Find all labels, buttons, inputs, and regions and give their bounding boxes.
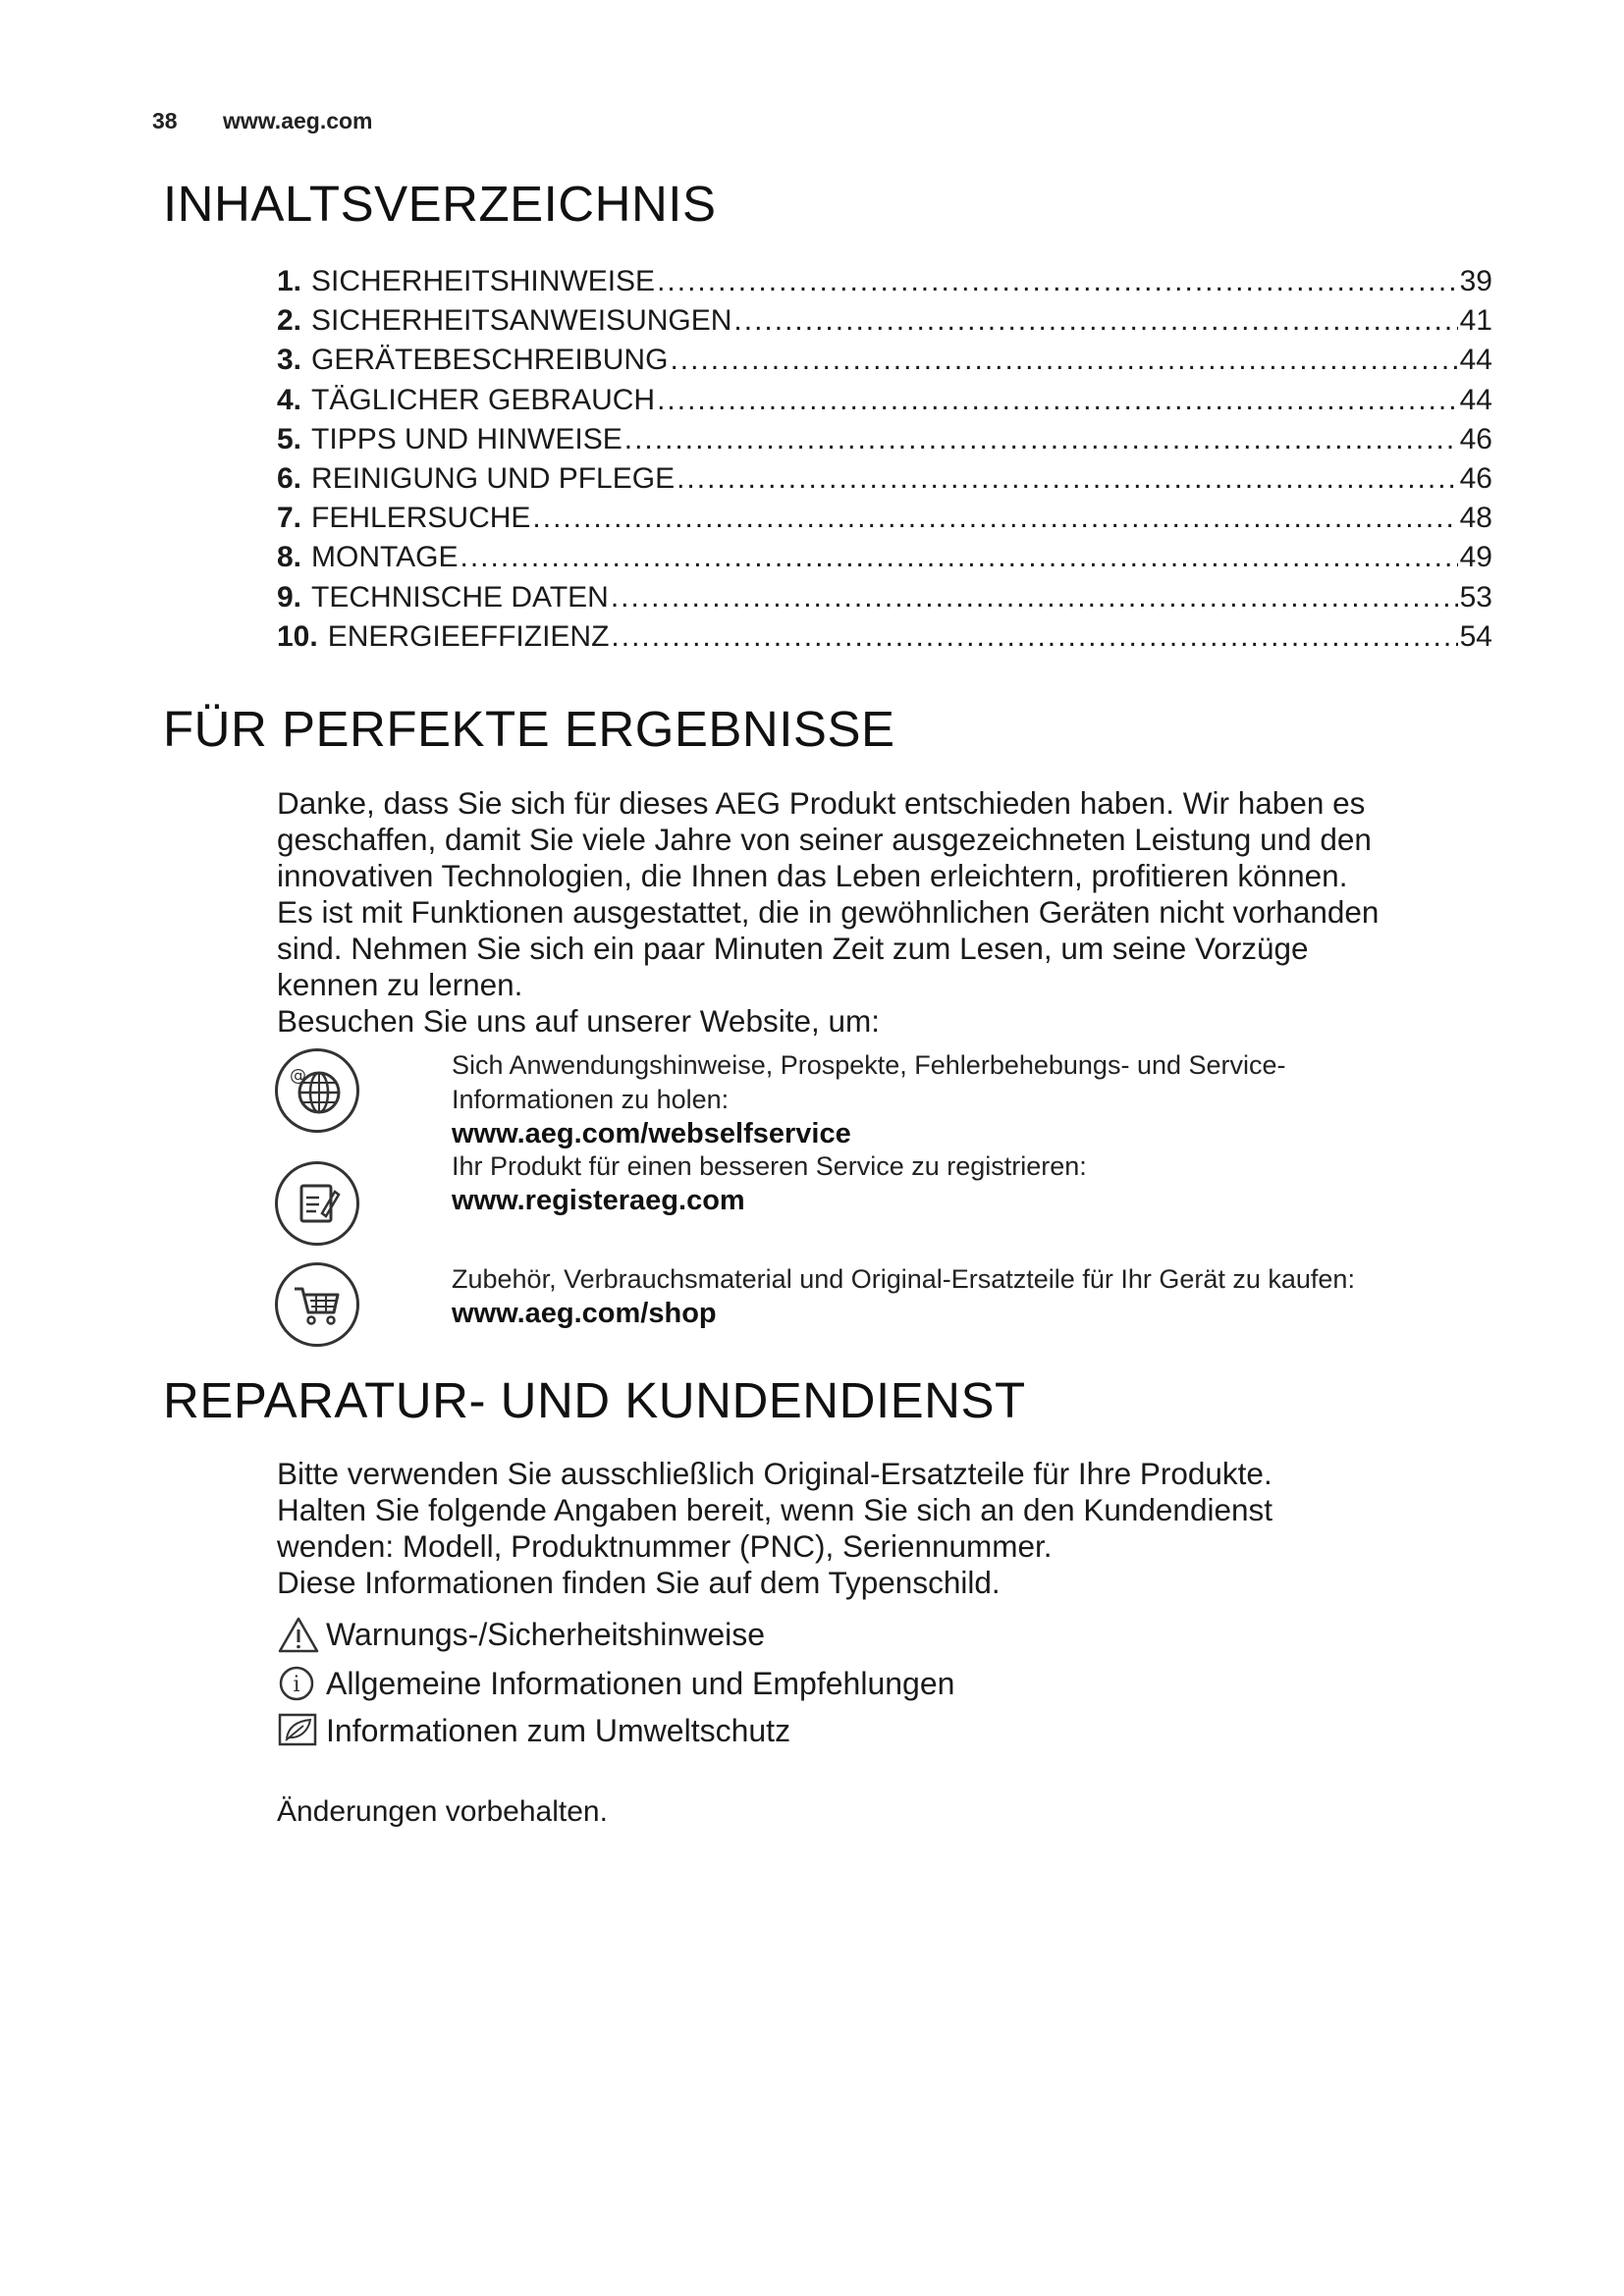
toc-item-number: 5. (277, 422, 302, 455)
toc-leader-dots (532, 499, 1457, 538)
webselfservice-link[interactable]: www.aeg.com/webselfservice (452, 1118, 851, 1149)
toc-item[interactable] (277, 301, 1492, 341)
toc-item-title: FEHLERSUCHE (311, 502, 531, 535)
toc-item[interactable] (277, 578, 1492, 617)
legend-label: Informationen zum Umweltschutz (326, 1713, 791, 1748)
shop-link[interactable]: www.aeg.com/shop (452, 1298, 717, 1329)
page-header (152, 108, 373, 134)
toc-item-page: 48 (1459, 502, 1492, 535)
toc-item-title: REINIGUNG UND PFLEGE (311, 461, 676, 495)
toc-item-title: GERÄTEBESCHREIBUNG (311, 344, 669, 377)
warning-triangle-icon (277, 1615, 320, 1654)
toc-item-page: 44 (1459, 344, 1492, 377)
intro-line: Besuchen Sie uns auf unserer Website, um: (277, 1003, 881, 1039)
repair-paragraph (277, 1456, 1504, 1601)
service-description: Ihr Produkt für einen besseren Service zu registrieren: (452, 1151, 1087, 1181)
toc-item-number: 8. (277, 541, 302, 574)
globe-icon (275, 1048, 359, 1133)
toc-item[interactable] (277, 617, 1492, 657)
toc-leader-dots (657, 262, 1458, 301)
intro-line: Danke, dass Sie sich für dieses AEG Produkt entschieden haben. Wir haben es (277, 785, 1366, 821)
intro-line: innovativen Technologien, die Ihnen das Leben erleichtern, profitieren können. (277, 858, 1348, 893)
toc-item-number: 2. (277, 304, 302, 338)
perfect-results-heading: FÜR PERFEKTE ERGEBNISSE (163, 701, 895, 757)
toc-item-page: 46 (1459, 461, 1492, 495)
toc-item-page: 53 (1459, 580, 1492, 614)
website-url: www.aeg.com (222, 108, 373, 133)
toc-leader-dots (611, 578, 1458, 617)
info-icon (277, 1664, 320, 1703)
changes-reserved-note: Änderungen vorbehalten. (277, 1795, 608, 1828)
svg-text:i: i (293, 1673, 300, 1697)
toc-item-number: 9. (277, 580, 302, 614)
toc-item-number: 3. (277, 344, 302, 377)
toc-item-number: 4. (277, 383, 302, 416)
toc-item[interactable] (277, 499, 1492, 538)
toc-item[interactable] (277, 459, 1492, 499)
toc-item-title: ENERGIEEFFIZIENZ (327, 619, 610, 653)
register-link[interactable]: www.registeraeg.com (452, 1185, 745, 1216)
toc-leader-dots (460, 538, 1457, 577)
shopping-cart-icon (275, 1262, 359, 1347)
toc-leader-dots (624, 420, 1458, 459)
intro-line: sind. Nehmen Sie sich ein paar Minuten Zeit zum Lesen, um seine Vorzüge (277, 931, 1309, 966)
toc-leader-dots (677, 459, 1458, 499)
legend-label: Warnungs-/Sicherheitshinweise (326, 1617, 766, 1652)
toc-leader-dots (670, 341, 1457, 380)
intro-line: kennen zu lernen. (277, 967, 523, 1002)
environment-leaf-icon (277, 1711, 320, 1750)
intro-line: geschaffen, damit Sie viele Jahre von seiner ausgezeichneten Leistung und den (277, 822, 1372, 857)
toc-item-number: 1. (277, 265, 302, 297)
legend-environment (277, 1711, 790, 1750)
legend-info (277, 1664, 954, 1703)
toc-leader-dots (657, 381, 1458, 420)
register-form-icon (275, 1161, 359, 1246)
service-description: Informationen zu holen: (452, 1085, 730, 1114)
toc-item-page: 49 (1459, 541, 1492, 574)
service-description: Sich Anwendungshinweise, Prospekte, Fehlerbehebungs- und Service- (452, 1050, 1286, 1080)
repair-line: wenden: Modell, Produktnummer (PNC), Seriennummer. (277, 1528, 1053, 1564)
toc-item-title: SICHERHEITSHINWEISE (311, 265, 656, 297)
toc-item-number: 6. (277, 461, 302, 495)
toc-item-page: 39 (1459, 265, 1492, 297)
toc-item-number: 10. (277, 619, 318, 653)
repair-service-heading: REPARATUR- UND KUNDENDIENST (163, 1372, 1026, 1428)
page-number: 38 (152, 108, 178, 133)
toc-item-page: 44 (1459, 383, 1492, 416)
toc-item[interactable] (277, 420, 1492, 459)
intro-paragraph (277, 785, 1504, 1040)
repair-line: Halten Sie folgende Angaben bereit, wenn Sie sich an den Kundendienst (277, 1492, 1272, 1527)
repair-line: Diese Informationen finden Sie auf dem Typenschild. (277, 1565, 1001, 1600)
toc-item-page: 46 (1459, 422, 1492, 455)
toc-item-title: TÄGLICHER GEBRAUCH (311, 383, 656, 416)
toc-item-page: 54 (1459, 619, 1492, 653)
service-description: Zubehör, Verbrauchsmaterial und Original-Ersatzteile für Ihr Gerät zu kaufen: (452, 1264, 1355, 1294)
toc-item-number: 7. (277, 502, 302, 535)
toc-item[interactable] (277, 381, 1492, 420)
toc-heading: INHALTSVERZEICHNIS (163, 176, 717, 232)
toc-leader-dots (733, 301, 1457, 341)
toc-item-title: MONTAGE (311, 541, 459, 574)
svg-text:@: @ (290, 1066, 306, 1086)
intro-line: Es ist mit Funktionen ausgestattet, die in gewöhnlichen Geräten nicht vorhanden (277, 894, 1380, 930)
toc-item-title: SICHERHEITSANWEISUNGEN (311, 304, 732, 338)
toc-item-page: 41 (1459, 304, 1492, 338)
table-of-contents (277, 262, 1492, 657)
legend-warning (277, 1615, 765, 1654)
toc-item[interactable] (277, 262, 1492, 301)
toc-item-title: TECHNISCHE DATEN (311, 580, 609, 614)
toc-item-title: TIPPS UND HINWEISE (311, 422, 623, 455)
repair-line: Bitte verwenden Sie ausschließlich Original-Ersatzteile für Ihre Produkte. (277, 1456, 1272, 1491)
legend-label: Allgemeine Informationen und Empfehlungen (326, 1666, 955, 1701)
toc-item[interactable] (277, 538, 1492, 577)
toc-leader-dots (611, 617, 1457, 657)
toc-item[interactable] (277, 341, 1492, 380)
